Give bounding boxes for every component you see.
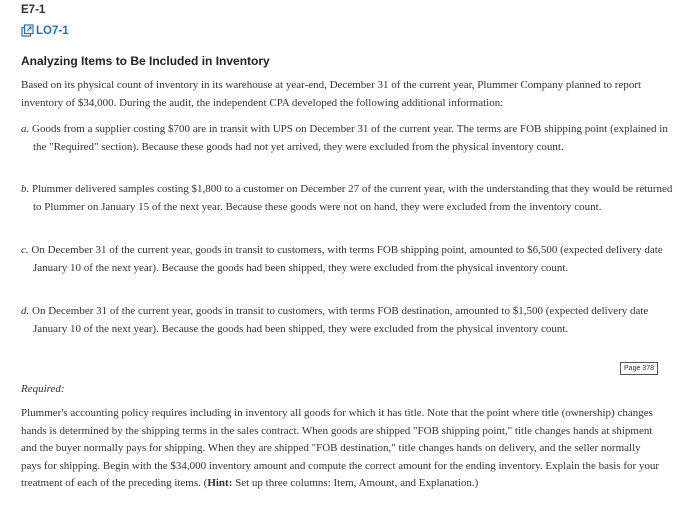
required-text: Plummer's accounting policy requires including in inventory all goods for which it has title. Note that the point where title (ownership) changes hands is determined by the shipping terms in the sales contract. When goods are shipped "FOB shipping point," title changes hands at shipment and the buyer normally pays for shipping. When they are shipped "FOB destination," title changes hands on delivery, and the seller normally pays for shipping. Begin with the $34,000 inventory amount and compute the correct amount for the ending inventory. Explain the basis for your treatment of each of the preceding items. ( (21, 407, 660, 489)
item-text: On December 31 of the current year, goods in transit to customers, with terms FOB shipping point, amounted to $6,500 (expected delivery date January 10 of the next year). Because the goods had been shipped, they were excluded from the physical inventory count. (31, 244, 663, 274)
learning-objective-label: LO7-1 (36, 24, 69, 37)
item-text: Plummer delivered samples costing $1,800 to a customer on December 27 of the current year, with the understanding that they would be returned to Plummer on January 15 of the next year. Because these goods were not on hand, they were excluded from the inventory count. (32, 183, 673, 213)
learning-objective-link[interactable] (21, 24, 69, 37)
item-letter: b. (21, 183, 30, 195)
exercise-id: E7-1 (21, 4, 46, 16)
page-reference-badge: Page 378 (620, 362, 658, 375)
item-letter: c. (21, 244, 29, 256)
section-title: Analyzing Items to Be Included in Inventory (21, 54, 270, 68)
hint-label: Hint: (207, 477, 233, 489)
list-item-b (21, 181, 673, 216)
item-text: Goods from a supplier costing $700 are in transit with UPS on December 31 of the current year. The terms are FOB shipping point (explained in the "Required" section). Because these goods had not yet arrived, they were excluded from the physical inventory count. (32, 123, 668, 153)
external-link-icon (21, 24, 34, 37)
list-item-c (21, 242, 673, 277)
list-item-a (21, 121, 673, 156)
intro-paragraph: Based on its physical count of inventory in its warehouse at year-end, December 31 of the current year, Plummer Company planned to report inventory of $34,000. During the audit, the independent CPA developed the following additional information: (21, 79, 642, 109)
item-letter: a. (21, 123, 30, 135)
hint-text: Set up three columns: Item, Amount, and Explanation.) (232, 477, 479, 489)
item-letter: d. (21, 305, 30, 317)
list-item-d (21, 303, 673, 338)
required-label: Required: (21, 383, 65, 395)
required-paragraph (21, 405, 661, 493)
item-text: On December 31 of the current year, goods in transit to customers, with terms FOB destination, amounted to $1,500 (expected delivery date January 10 of the next year). Because the goods had been shipped, they were excluded from the physical inventory count. (32, 305, 649, 335)
